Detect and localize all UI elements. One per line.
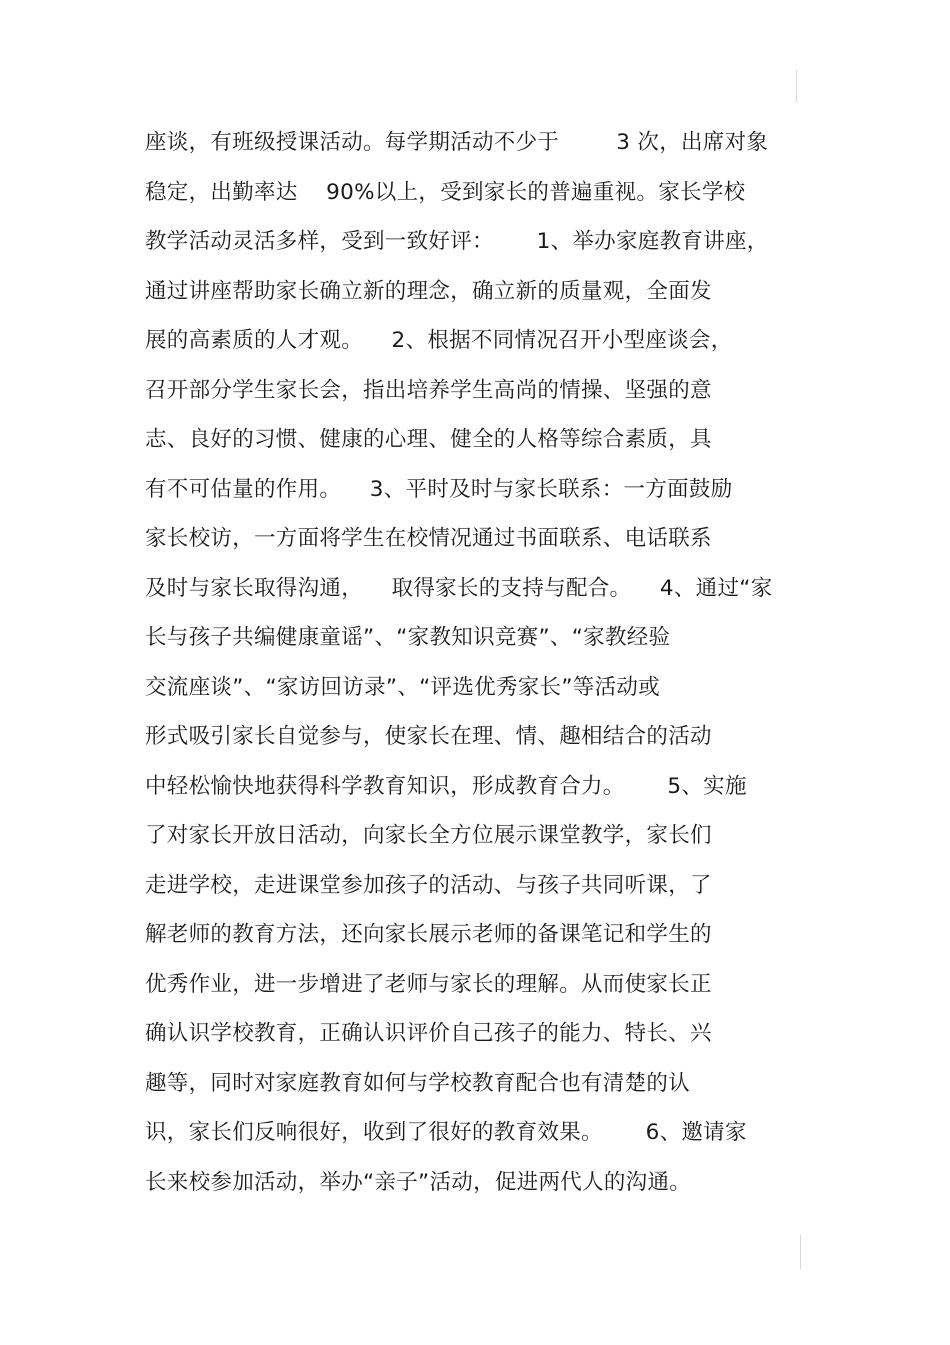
- text-line: 形式吸引家长自觉参与，使家长在理、情、趣相结合的活动: [145, 724, 712, 749]
- text-line: 通过讲座帮助家长确立新的理念，确立新的质量观，全面发: [145, 278, 712, 304]
- text-line: 识，家长们反响很好，收到了很好的教育效果。 6、邀请家: [145, 1120, 747, 1145]
- body-text: [145, 118, 825, 1207]
- text-line: 召开部分学生家长会，指出培养学生高尚的情操、坚强的意: [145, 377, 712, 403]
- text-line: 优秀作业，进一步增进了老师与家长的理解。从而使家长正: [145, 971, 712, 997]
- text-line: 长与孩子共编健康童谣”、“家教知识竞赛”、“家教经验: [145, 625, 671, 650]
- margin-mark-bottom: [800, 1235, 801, 1269]
- text-line: 志、良好的习惯、健康的心理、健全的人格等综合素质，具: [145, 427, 712, 452]
- text-line: 交流座谈”、“家访回访录”、“评选优秀家长”等活动或: [145, 674, 660, 700]
- text-line: 展的高素质的人才观。 2、根据不同情况召开小型座谈会，: [145, 328, 733, 353]
- text-line: 家长校访，一方面将学生在校情况通过书面联系、电话联系: [145, 526, 712, 551]
- margin-mark-top: [796, 70, 797, 102]
- text-line: 及时与家长取得沟通， 取得家长的支持与配合。 4、通过“家: [145, 575, 773, 601]
- text-line: 走进学校，走进课堂参加孩子的活动、与孩子共同听课，了: [145, 872, 712, 898]
- text-line: 稳定，出勤率达 90%以上，受到家长的普遍重视。家长学校: [145, 179, 746, 205]
- text-line: 趣等，同时对家庭教育如何与学校教育配合也有清楚的认: [145, 1070, 691, 1096]
- text-line: 座谈，有班级授课活动。每学期活动不少于 3 次，出席对象: [145, 130, 769, 155]
- text-line: 解老师的教育方法，还向家长展示老师的备课笔记和学生的: [145, 922, 712, 947]
- text-line: 确认识学校教育，正确认识评价自己孩子的能力、特长、兴: [145, 1021, 712, 1046]
- text-line: 有不可估量的作用。 3、平时及时与家长联系：一方面鼓励: [145, 476, 733, 502]
- text-line: 长来校参加活动，举办“亲子”活动，促进两代人的沟通。: [145, 1169, 692, 1195]
- text-line: 了对家长开放日活动，向家长全方位展示课堂教学，家长们: [145, 823, 712, 848]
- text-line: 中轻松愉快地获得科学教育知识，形成教育合力。 5、实施: [145, 773, 747, 799]
- text-line: 教学活动灵活多样，受到一致好评： 1、举办家庭教育讲座，: [145, 229, 769, 254]
